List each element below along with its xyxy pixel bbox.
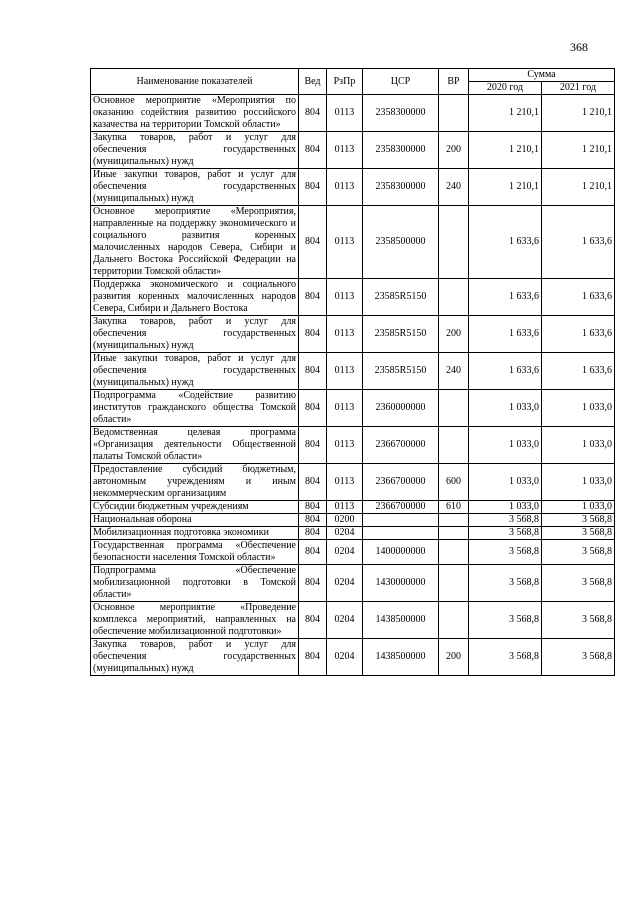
cell-rzpr: 0113 xyxy=(327,501,363,514)
cell-name: Субсидии бюджетным учреждениям xyxy=(91,501,299,514)
cell-ved: 804 xyxy=(299,639,327,676)
cell-rzpr: 0204 xyxy=(327,565,363,602)
cell-sum-2021: 3 568,8 xyxy=(542,540,615,565)
cell-ved: 804 xyxy=(299,540,327,565)
header-name: Наименование показателей xyxy=(91,69,299,95)
cell-name: Иные закупки товаров, работ и услуг для обеспечения государственных (муниципальных) нужд xyxy=(91,169,299,206)
table-row xyxy=(91,390,615,427)
cell-rzpr: 0113 xyxy=(327,206,363,279)
cell-sum-2020: 1 210,1 xyxy=(469,169,542,206)
cell-ved: 804 xyxy=(299,464,327,501)
cell-vr xyxy=(439,527,469,540)
cell-sum-2020: 3 568,8 xyxy=(469,565,542,602)
cell-rzpr: 0200 xyxy=(327,514,363,527)
cell-sum-2020: 1 633,6 xyxy=(469,316,542,353)
header-csr: ЦСР xyxy=(363,69,439,95)
cell-rzpr: 0113 xyxy=(327,132,363,169)
table-row xyxy=(91,514,615,527)
table-row xyxy=(91,639,615,676)
header-year-2020: 2020 год xyxy=(469,82,542,95)
cell-ved: 804 xyxy=(299,316,327,353)
table-row xyxy=(91,527,615,540)
cell-sum-2021: 3 568,8 xyxy=(542,602,615,639)
cell-sum-2020: 1 633,6 xyxy=(469,279,542,316)
cell-name: Государственная программа «Обеспечение безопасности населения Томской области» xyxy=(91,540,299,565)
cell-csr: 23585R5150 xyxy=(363,353,439,390)
header-rzpr: РзПр xyxy=(327,69,363,95)
cell-vr xyxy=(439,206,469,279)
cell-sum-2020: 1 210,1 xyxy=(469,132,542,169)
cell-sum-2020: 3 568,8 xyxy=(469,527,542,540)
cell-ved: 804 xyxy=(299,353,327,390)
table-row xyxy=(91,132,615,169)
cell-sum-2020: 3 568,8 xyxy=(469,514,542,527)
cell-sum-2020: 3 568,8 xyxy=(469,602,542,639)
cell-sum-2021: 1 033,0 xyxy=(542,464,615,501)
cell-vr: 600 xyxy=(439,464,469,501)
table-row xyxy=(91,279,615,316)
table-body xyxy=(91,95,615,676)
cell-rzpr: 0204 xyxy=(327,540,363,565)
cell-sum-2021: 1 633,6 xyxy=(542,353,615,390)
cell-rzpr: 0113 xyxy=(327,279,363,316)
header-sum: Сумма xyxy=(469,69,615,82)
cell-csr: 1438500000 xyxy=(363,602,439,639)
cell-ved: 804 xyxy=(299,95,327,132)
cell-vr xyxy=(439,95,469,132)
cell-sum-2021: 3 568,8 xyxy=(542,527,615,540)
table-row xyxy=(91,206,615,279)
cell-sum-2020: 1 033,0 xyxy=(469,390,542,427)
cell-vr xyxy=(439,602,469,639)
cell-sum-2021: 1 210,1 xyxy=(542,169,615,206)
cell-csr xyxy=(363,527,439,540)
cell-csr: 1400000000 xyxy=(363,540,439,565)
cell-ved: 804 xyxy=(299,132,327,169)
cell-sum-2021: 1 033,0 xyxy=(542,427,615,464)
cell-vr: 200 xyxy=(439,316,469,353)
header-year-2021: 2021 год xyxy=(542,82,615,95)
cell-name: Поддержка экономического и социального развития коренных малочисленных народов Севера, Сибири и Дальнего Востока xyxy=(91,279,299,316)
cell-sum-2021: 1 033,0 xyxy=(542,501,615,514)
cell-name: Основное мероприятие «Мероприятия, направленные на поддержку экономического и социального развития коренных малочисленных народов Севера, Сибири и Дальнего Востока Российской Федерации на территории Томской области» xyxy=(91,206,299,279)
cell-rzpr: 0204 xyxy=(327,602,363,639)
cell-sum-2020: 1 033,0 xyxy=(469,464,542,501)
cell-rzpr: 0204 xyxy=(327,527,363,540)
cell-name: Предоставление субсидий бюджетным, автономным учреждениям и иным некоммерческим организациям xyxy=(91,464,299,501)
table-row xyxy=(91,565,615,602)
cell-sum-2020: 1 633,6 xyxy=(469,206,542,279)
cell-sum-2020: 1 033,0 xyxy=(469,427,542,464)
header-vr: ВР xyxy=(439,69,469,95)
cell-ved: 804 xyxy=(299,206,327,279)
cell-sum-2021: 1 033,0 xyxy=(542,390,615,427)
cell-ved: 804 xyxy=(299,501,327,514)
cell-ved: 804 xyxy=(299,602,327,639)
cell-csr: 23585R5150 xyxy=(363,279,439,316)
cell-vr xyxy=(439,540,469,565)
cell-csr: 2358300000 xyxy=(363,169,439,206)
cell-vr: 610 xyxy=(439,501,469,514)
cell-csr: 1438500000 xyxy=(363,639,439,676)
cell-vr xyxy=(439,279,469,316)
cell-csr: 1430000000 xyxy=(363,565,439,602)
cell-rzpr: 0204 xyxy=(327,639,363,676)
cell-sum-2021: 1 210,1 xyxy=(542,132,615,169)
cell-name: Иные закупки товаров, работ и услуг для обеспечения государственных (муниципальных) нужд xyxy=(91,353,299,390)
cell-ved: 804 xyxy=(299,565,327,602)
table-row xyxy=(91,464,615,501)
cell-csr: 2358500000 xyxy=(363,206,439,279)
cell-vr xyxy=(439,427,469,464)
cell-vr: 240 xyxy=(439,353,469,390)
cell-name: Закупка товаров, работ и услуг для обеспечения государственных (муниципальных) нужд xyxy=(91,316,299,353)
cell-csr: 2366700000 xyxy=(363,427,439,464)
table-row xyxy=(91,95,615,132)
cell-sum-2021: 3 568,8 xyxy=(542,565,615,602)
cell-sum-2020: 1 633,6 xyxy=(469,353,542,390)
cell-csr: 2358300000 xyxy=(363,95,439,132)
cell-csr: 2366700000 xyxy=(363,501,439,514)
cell-vr xyxy=(439,565,469,602)
cell-rzpr: 0113 xyxy=(327,316,363,353)
cell-rzpr: 0113 xyxy=(327,390,363,427)
cell-vr: 200 xyxy=(439,132,469,169)
cell-vr: 200 xyxy=(439,639,469,676)
cell-ved: 804 xyxy=(299,169,327,206)
cell-csr: 2366700000 xyxy=(363,464,439,501)
cell-csr: 2358300000 xyxy=(363,132,439,169)
cell-name: Закупка товаров, работ и услуг для обеспечения государственных (муниципальных) нужд xyxy=(91,132,299,169)
cell-name: Национальная оборона xyxy=(91,514,299,527)
cell-sum-2020: 1 033,0 xyxy=(469,501,542,514)
cell-name: Закупка товаров, работ и услуг для обеспечения государственных (муниципальных) нужд xyxy=(91,639,299,676)
cell-ved: 804 xyxy=(299,279,327,316)
cell-sum-2021: 1 633,6 xyxy=(542,279,615,316)
table-row xyxy=(91,316,615,353)
cell-name: Ведомственная целевая программа «Организация деятельности Общественной палаты Томской области» xyxy=(91,427,299,464)
table-header xyxy=(91,69,615,95)
cell-sum-2021: 3 568,8 xyxy=(542,514,615,527)
cell-ved: 804 xyxy=(299,390,327,427)
cell-ved: 804 xyxy=(299,427,327,464)
cell-sum-2020: 1 210,1 xyxy=(469,95,542,132)
cell-rzpr: 0113 xyxy=(327,353,363,390)
cell-rzpr: 0113 xyxy=(327,95,363,132)
cell-csr xyxy=(363,514,439,527)
budget-table xyxy=(90,68,615,676)
cell-rzpr: 0113 xyxy=(327,464,363,501)
cell-rzpr: 0113 xyxy=(327,169,363,206)
cell-name: Основное мероприятие «Мероприятия по оказанию содействия развитию российского казачества на территории Томской области» xyxy=(91,95,299,132)
header-ved: Вед xyxy=(299,69,327,95)
cell-name: Подпрограмма «Обеспечение мобилизационной подготовки в Томской области» xyxy=(91,565,299,602)
cell-sum-2021: 1 633,6 xyxy=(542,316,615,353)
table-row xyxy=(91,169,615,206)
table-row xyxy=(91,540,615,565)
cell-rzpr: 0113 xyxy=(327,427,363,464)
table-row xyxy=(91,501,615,514)
cell-csr: 2360000000 xyxy=(363,390,439,427)
cell-sum-2021: 1 633,6 xyxy=(542,206,615,279)
table-row xyxy=(91,353,615,390)
cell-name: Основное мероприятие «Проведение комплекса мероприятий, направленных на обеспечение мобилизационной подготовки» xyxy=(91,602,299,639)
cell-name: Мобилизационная подготовка экономики xyxy=(91,527,299,540)
cell-vr xyxy=(439,390,469,427)
cell-vr xyxy=(439,514,469,527)
table-row xyxy=(91,602,615,639)
cell-sum-2020: 3 568,8 xyxy=(469,540,542,565)
cell-name: Подпрограмма «Содействие развитию институтов гражданского общества Томской области» xyxy=(91,390,299,427)
cell-ved: 804 xyxy=(299,514,327,527)
cell-ved: 804 xyxy=(299,527,327,540)
cell-sum-2021: 1 210,1 xyxy=(542,95,615,132)
page-number: 368 xyxy=(570,40,588,54)
cell-sum-2021: 3 568,8 xyxy=(542,639,615,676)
cell-csr: 23585R5150 xyxy=(363,316,439,353)
cell-sum-2020: 3 568,8 xyxy=(469,639,542,676)
table-row xyxy=(91,427,615,464)
cell-vr: 240 xyxy=(439,169,469,206)
